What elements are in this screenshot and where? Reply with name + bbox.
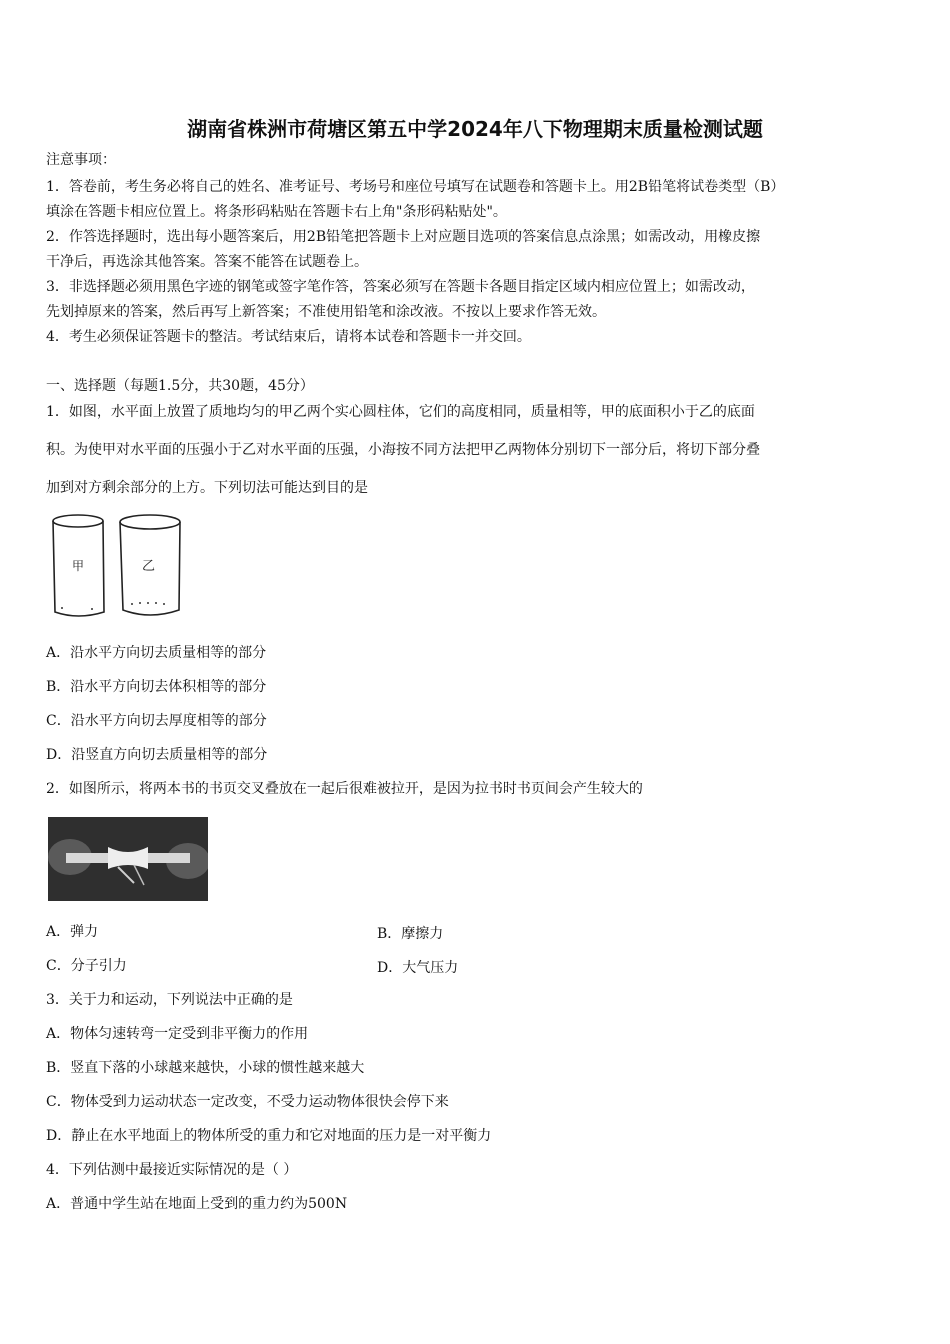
notice-line: 2．作答选择题时，选出每小题答案后，用2B铅笔把答题卡上对应题目选项的答案信息点涂黑；如需改动，用橡皮擦 (46, 229, 761, 245)
q3-stem: 3．关于力和运动，下列说法中正确的是 (46, 992, 293, 1008)
q2-stem: 2．如图所示，将两本书的书页交叉叠放在一起后很难被拉开，是因为拉书时书页间会产生较大的 (46, 781, 643, 797)
q2-option: C．分子引力 (46, 958, 127, 974)
q1-stem: 积。为使甲对水平面的压强小于乙对水平面的压强，小海按不同方法把甲乙两物体分别切下一部分后，将切下部分叠 (46, 442, 760, 458)
q4-stem: 4．下列估测中最接近实际情况的是（ ） (46, 1162, 298, 1178)
cylinders-figure (46, 508, 194, 624)
notice-line: 干净后，再选涂其他答案。答案不能答在试题卷上。 (46, 254, 368, 270)
notice-heading: 注意事项： (46, 152, 116, 168)
q4-option: A．普通中学生站在地面上受到的重力约为500N (46, 1196, 348, 1212)
notice-line: 填涂在答题卡相应位置上。将条形码粘贴在答题卡右上角"条形码粘贴处"。 (46, 204, 507, 220)
q1-option: B．沿水平方向切去体积相等的部分 (46, 679, 267, 695)
notice-line: 先划掉原来的答案，然后再写上新答案；不准使用铅笔和涂改液。不按以上要求作答无效。 (46, 304, 606, 320)
q1-stem: 1．如图，水平面上放置了质地均匀的甲乙两个实心圆柱体，它们的高度相同，质量相等，甲的底面积小于乙的底面 (46, 404, 755, 420)
page-title: 湖南省株洲市荷塘区第五中学2024年八下物理期末质量检测试题 (187, 117, 763, 141)
q1-option: C．沿水平方向切去厚度相等的部分 (46, 713, 267, 729)
q2-option: A．弹力 (46, 924, 99, 940)
q3-option: D．静止在水平地面上的物体所受的重力和它对地面的压力是一对平衡力 (46, 1128, 492, 1144)
section-heading: 一、选择题（每题1.5分，共30题，45分） (46, 378, 314, 394)
q1-option: A．沿水平方向切去质量相等的部分 (46, 645, 267, 661)
q3-option: C．物体受到力运动状态一定改变，不受力运动物体很快会停下来 (46, 1094, 449, 1110)
q1-stem: 加到对方剩余部分的上方。下列切法可能达到目的是 (46, 480, 368, 496)
interleaved-books-photo (48, 817, 208, 901)
q2-option: B．摩擦力 (377, 926, 444, 942)
q1-option: D．沿竖直方向切去质量相等的部分 (46, 747, 268, 763)
cylinder-label-yi: 乙 (142, 559, 156, 574)
notice-line: 1．答卷前，考生务必将自己的姓名、准考证号、考场号和座位号填写在试题卷和答题卡上。用2B铅笔将试卷类型（B） (46, 179, 785, 195)
q2-option: D．大气压力 (377, 960, 459, 976)
cylinder-label-jia: 甲 (72, 559, 85, 573)
q3-option: B．竖直下落的小球越来越快，小球的惯性越来越大 (46, 1060, 365, 1076)
notice-line: 4．考生必须保证答题卡的整洁。考试结束后，请将本试卷和答题卡一并交回。 (46, 329, 531, 345)
q3-option: A．物体匀速转弯一定受到非平衡力的作用 (46, 1026, 309, 1042)
notice-line: 3．非选择题必须用黑色字迹的钢笔或签字笔作答，答案必须写在答题卡各题目指定区域内相应位置上；如需改动， (46, 279, 755, 295)
